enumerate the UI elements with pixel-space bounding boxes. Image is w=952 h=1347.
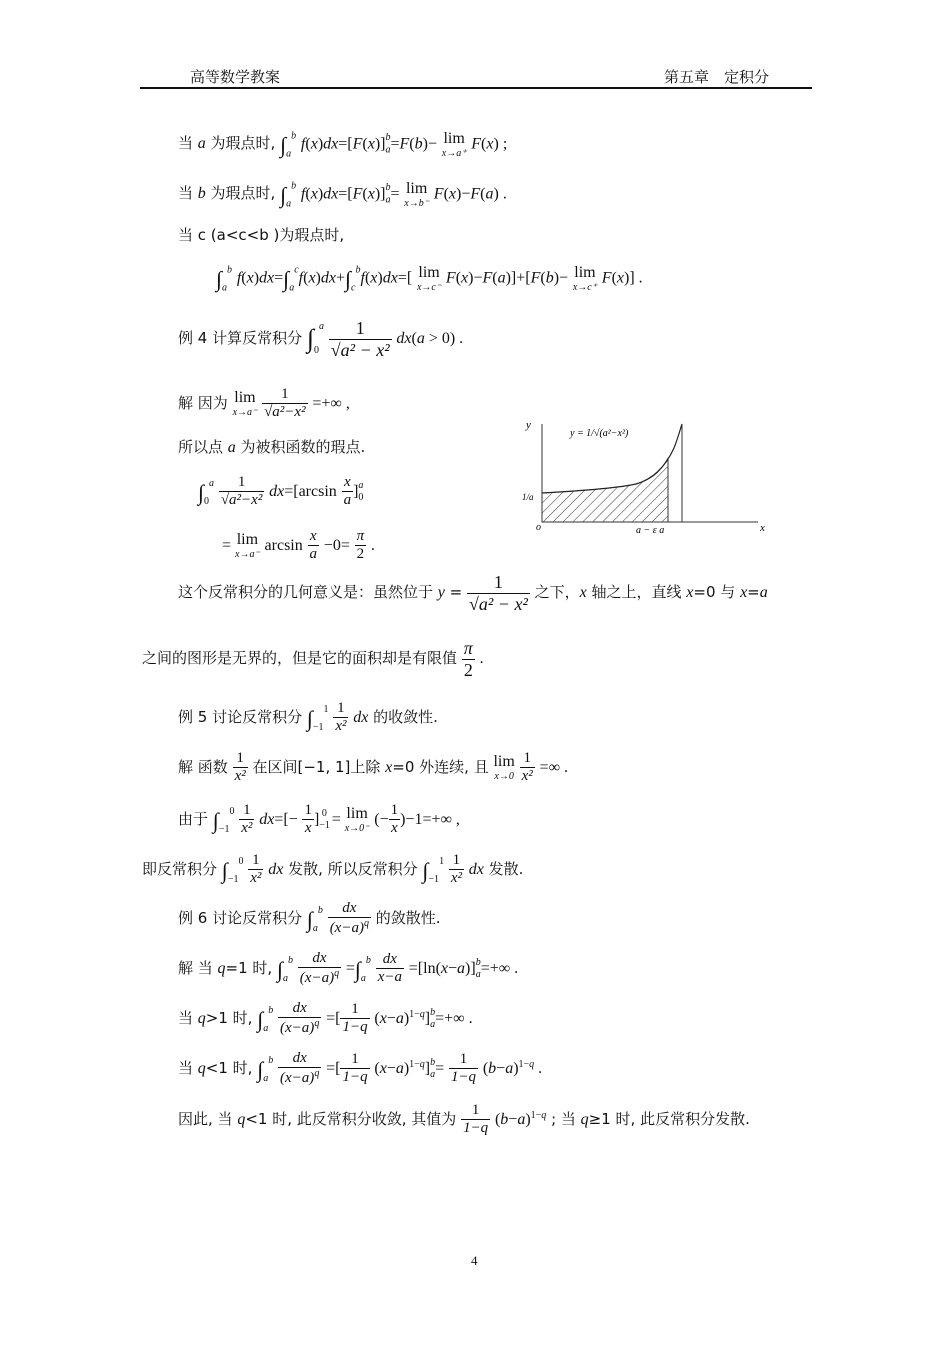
line-c-singular: 当 c (a<c<b )为瑕点时,	[178, 226, 345, 244]
shaded-area	[542, 458, 668, 522]
conclusion: 因此, 当 q<1 时, 此反常积分收敛, 其值为 $\frac{1}{1-q}$ $(b-a)^{1-q}$ ; 当 q≥1 时, 此反常积分发散.	[178, 1102, 750, 1137]
geometric-meaning-2: 之间的图形是无界的，但是它的面积却是有限值 $\frac{\pi}{2}$ .	[142, 638, 484, 680]
example-4: 例 4 计算反常积分 $\int_0^a$ $\frac{1}{\text{√a² − x²}}$ dx(a > 0) .	[178, 318, 464, 360]
solution-4-c: $\int_0^a$ $\frac{1}{\text{√a²−x²}}$ dx=[arcsin $\frac{x}{a}$ ]$_0^a$	[198, 474, 364, 509]
solution-4-b: 所以点 a 为被积函数的瑕点.	[178, 438, 366, 456]
example-6: 例 6 讨论反常积分 $\int_a^b$ $\frac{dx}{(x-a)^q}$ 的敛散性.	[178, 900, 441, 937]
page-number: 4	[471, 1253, 478, 1268]
solution-5-a: 解 函数 $\frac{1}{\text{x²}}$ 在区间[−1, 1]上除 x=0 外连续, 且 lim x→0 $\frac{1}{\text{x²}}$ =∞ .	[178, 750, 568, 785]
line-c-formula: $\int_a^b$ $f(x)dx=\int_a^cf(x)dx+\int_c^bf(x)dx=$[ lim x→c⁻ F(x)−F(a)]+[F(b)− lim x→c⁺ F(x)] .	[216, 264, 643, 294]
example-5: 例 5 讨论反常积分 $\int_{-1}^1$ $\frac{1}{\text{x²}}$ dx 的收敛性.	[178, 700, 438, 735]
header-rule	[140, 87, 812, 89]
solution-6-c: 当 q<1 时, $\int_a^b$ $\frac{dx}{(x-a)^q}$ =[ $\frac{1}{1-q}$ $(x-a)^{1-q}]_a^b=$ $\frac{1}{1-q}$ $(b-a)^{1-q}$ .	[178, 1050, 543, 1087]
x-tick-labels: a − ε a	[636, 525, 665, 536]
header-left: 高等数学教案	[190, 68, 281, 86]
line-a-singular: 当 a 为瑕点时, $\int_a^b$ $f(x)dx=[F(x)]_a^b=F(b)-$ lim x→a⁺ F(x) ;	[178, 130, 508, 160]
geometric-meaning-1: 这个反常积分的几何意义是：虽然位于 y = $\frac{1}{\text{√a² − x²}}$ 之下，x 轴之上，直线 x=0 与 x=a	[178, 572, 768, 614]
origin-label: o	[536, 522, 541, 533]
line-b-singular: 当 b 为瑕点时, $\int_a^b$ $f(x)dx=[F(x)]_a^b=$ lim x→b⁻ F(x)−F(a) .	[178, 180, 507, 210]
y-axis-label: y	[526, 419, 531, 431]
solution-5-c: 即反常积分 $\int_{-1}^0$ $\frac{1}{\text{x²}}$ dx 发散, 所以反常积分 $\int_{-1}^1$ $\frac{1}{\text{x²}}$ dx 发散.	[142, 852, 524, 887]
curve-label: y = 1/√(a²−x²)	[570, 428, 629, 439]
x-axis-label: x	[760, 522, 765, 534]
y-tick-label: 1/a	[522, 492, 534, 502]
solution-4-a: 解 因为 lim x→a⁻ $\frac{1}{\text{√a²−x²}}$ =+∞ ,	[178, 386, 350, 421]
solution-4-d: = lim x→a⁻ arcsin $\frac{x}{a}$ −0= $\frac{\pi}{2}$ .	[222, 528, 375, 563]
integral-graph	[518, 418, 768, 540]
solution-6-a: 解 当 q=1 时, $\int_a^b$ $\frac{dx}{(x-a)^q}$ $=\int_a^b$ $\frac{dx}{x-a}$ $=[\ln(x-a)]_a^b=+\infty$ .	[178, 950, 519, 987]
solution-6-b: 当 q>1 时, $\int_a^b$ $\frac{dx}{(x-a)^q}$ =[ $\frac{1}{1-q}$ $(x-a)^{1-q}]_a^b=+\infty$ .	[178, 1000, 473, 1037]
solution-5-b: 由于 $\int_{-1}^0$ $\frac{1}{\text{x²}}$ dx=[− $\frac{1}{x}$ ]$_{-1}^0$ = lim x→0⁻ (− $\frac{1}{x}$ )−1=+∞ ,	[178, 802, 460, 837]
header-right: 第五章 定积分	[664, 68, 770, 86]
